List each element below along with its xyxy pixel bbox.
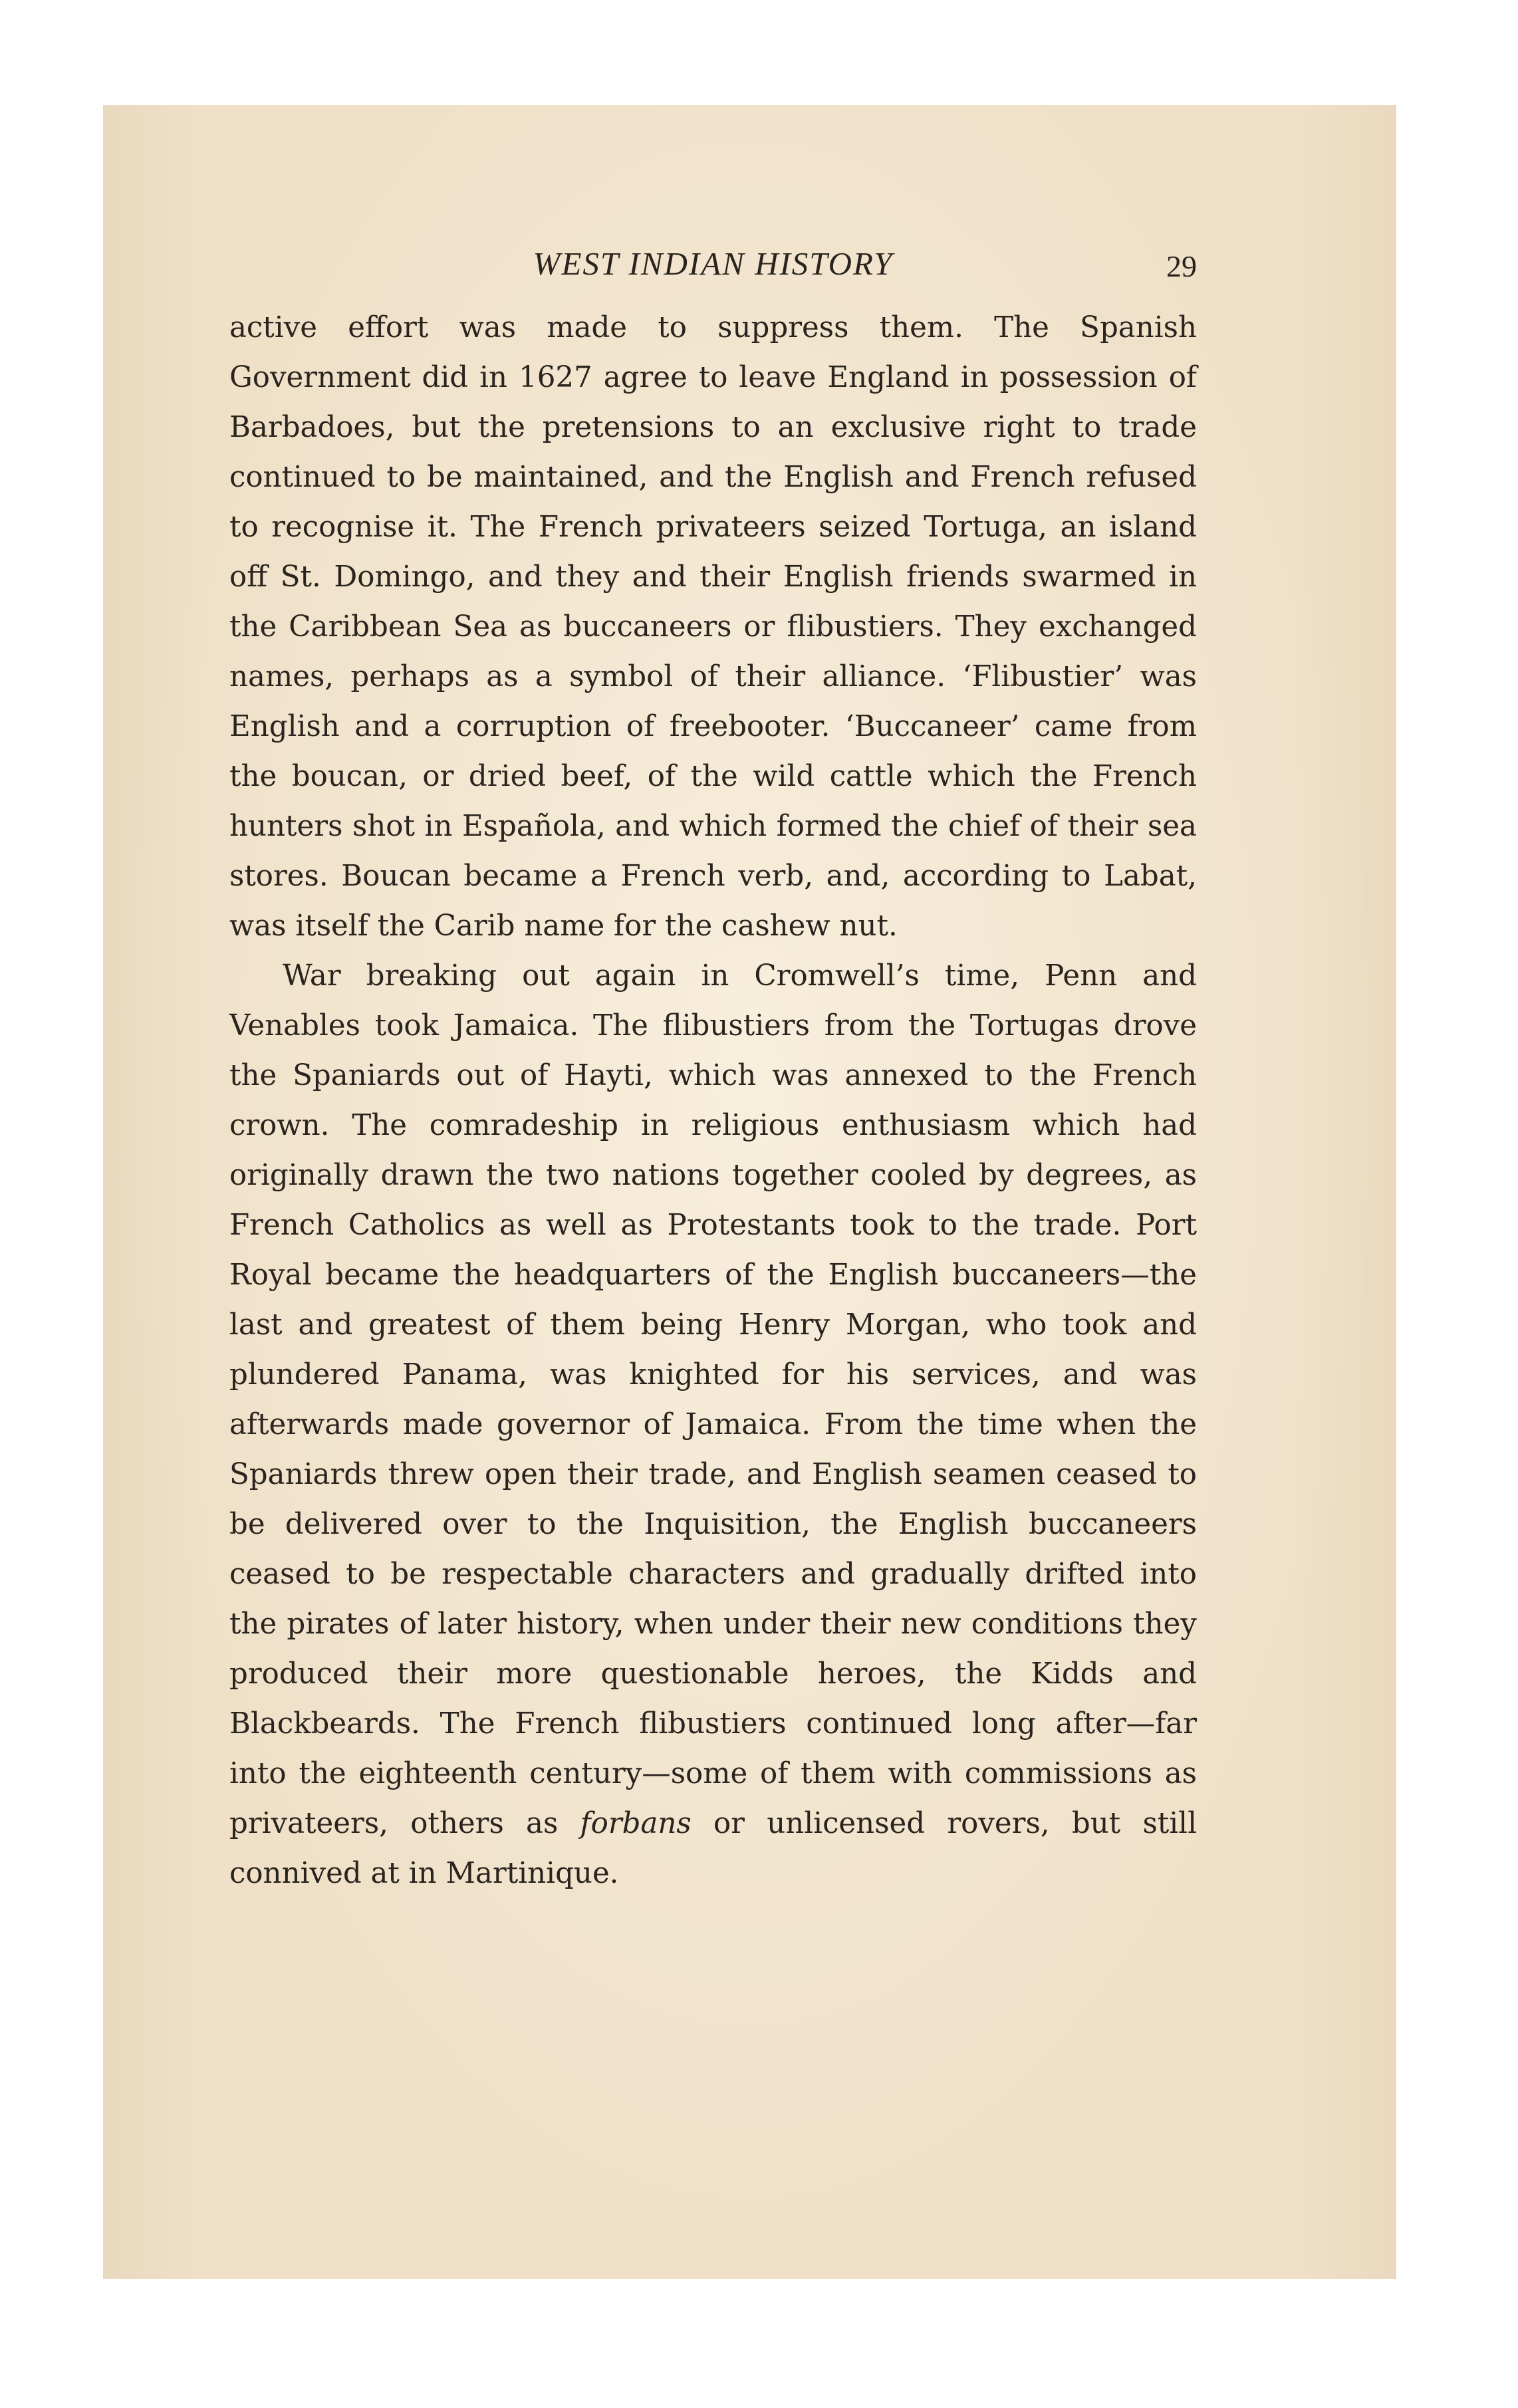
running-head xyxy=(229,245,1197,291)
paragraph-2 xyxy=(229,951,1197,1899)
text-block xyxy=(229,245,1197,1899)
page-number: 29 xyxy=(1166,249,1197,283)
italic-term-forbans: forbans xyxy=(580,1807,692,1840)
paragraph-1: active effort was made to suppress them. The Spanish Government did in 1627 agree to leave England in possession of Barbadoes, but the pretensions to an exclusive right to trade continued to be maintained, and the English and French refused to recognise it. The French privateers seized Tortuga, an island off St. Domingo, and they and their English friends swarmed in the Caribbean Sea as buccaneers or flibustiers. They exchanged names, perhaps as a symbol of their alliance. ‘Flibustier’ was English and a corruption of freebooter. ‘Buccaneer’ came from the boucan, or dried beef, of the wild cattle which the French hunters shot in Española, and which formed the chief of their sea stores. Boucan became a French verb, and, according to Labat, was itself the Carib name for the cashew nut. xyxy=(229,311,1197,943)
book-page xyxy=(103,105,1396,2279)
running-title: WEST INDIAN HISTORY xyxy=(533,245,894,282)
paragraph-2-text: War breaking out again in Cromwell’s time, Penn and Venables took Jamaica. The flibustiers from the Tortugas drove the Spaniards out of Hayti, which was annexed to the French crown. The comradeship in religious enthusiasm which had originally drawn the two nations together cooled by degrees, as French Catholics as well as Protestants took to the trade. Port Royal became the headquarters of the English buccaneers—the last and greatest of them being Henry Morgan, who took and plundered Panama, was knighted for his services, and was afterwards made governor of Jamaica. From the time when the Spaniards threw open their trade, and English seamen ceased to be delivered over to the Inquisition, the English buccaneers ceased to be respectable characters and gradually drifted into the pirates of later history, when under their new conditions they produced their more questionable heroes, the Kidds and Blackbeards. The French flibustiers continued long after—far into the eighteenth century—some of them with commissions as privateers, others as xyxy=(229,959,1197,1840)
paragraph-2-ending: or unlicensed rovers, but still connived at in Martinique. xyxy=(229,1807,1197,1890)
